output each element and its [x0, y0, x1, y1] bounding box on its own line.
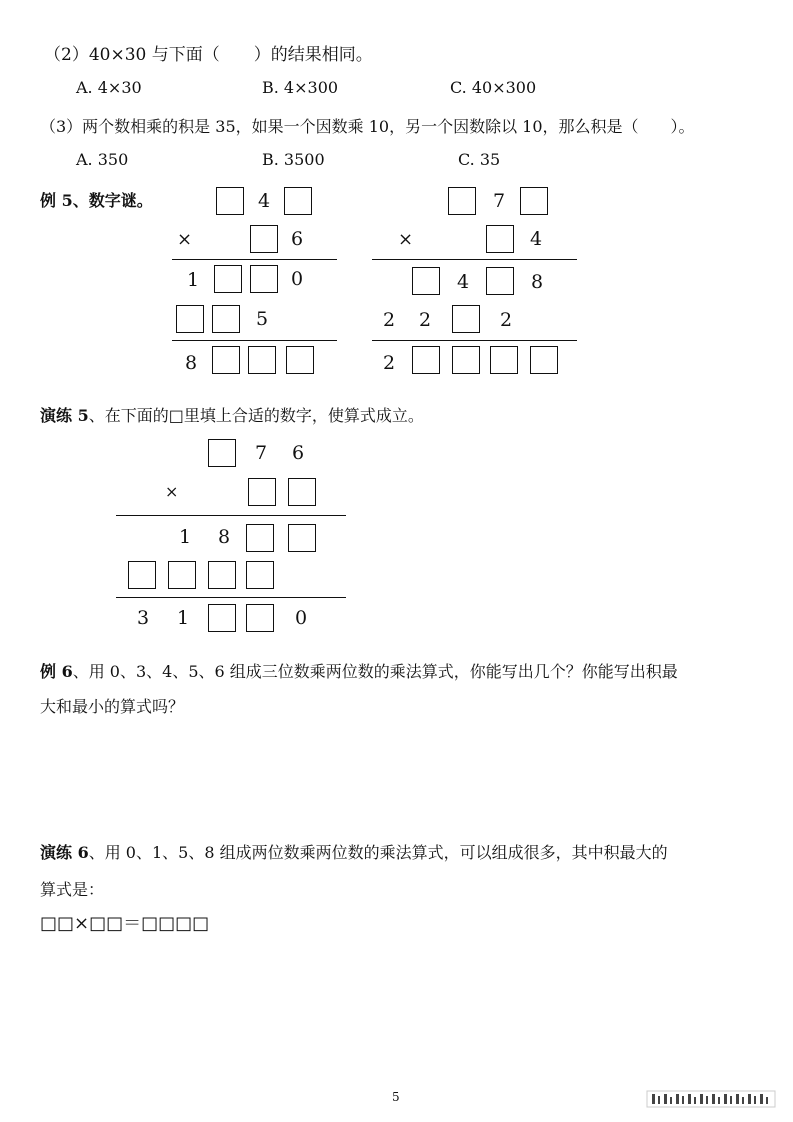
digit: 4 — [257, 190, 271, 212]
digit-box[interactable] — [248, 346, 276, 374]
digit-box[interactable] — [486, 225, 514, 253]
question-3-option-b: B. 3500 — [262, 150, 325, 169]
digit-box[interactable] — [168, 561, 196, 589]
digit: 7 — [254, 442, 268, 464]
drill-6-line-1 — [40, 840, 668, 863]
question-3-stem: （3）两个数相乘的积是 35，如果一个因数乘 10，另一个因数除以 10，那么积是（ ）。 — [40, 117, 695, 136]
digit-box[interactable] — [530, 346, 558, 374]
example-6-label: 例 6 — [40, 662, 73, 681]
question-2-option-b: B. 4×300 — [262, 78, 339, 97]
digit: 2 — [382, 352, 396, 374]
digit-box[interactable] — [208, 439, 236, 467]
digit: 1 — [186, 269, 200, 291]
digit-box[interactable] — [452, 346, 480, 374]
digit-box[interactable] — [286, 346, 314, 374]
digit-box[interactable] — [412, 346, 440, 374]
drill-6-answer-formula[interactable]: □□×□□＝□□□□ — [40, 913, 210, 934]
digit: 2 — [382, 309, 396, 331]
digit-box[interactable] — [208, 604, 236, 632]
digit: 1 — [176, 607, 190, 629]
digit: 8 — [530, 271, 544, 293]
digit-box[interactable] — [246, 524, 274, 552]
digit: 5 — [255, 308, 269, 330]
question-3-option-c: C. 35 — [458, 150, 501, 169]
example-5-label: 例 5、数字谜。 — [40, 191, 153, 210]
digit-box[interactable] — [490, 346, 518, 374]
digit-box[interactable] — [246, 561, 274, 589]
question-3-option-a: A. 350 — [76, 150, 129, 169]
digit: 0 — [290, 268, 304, 290]
digit: 1 — [178, 526, 192, 548]
multiply-sign: × — [165, 482, 179, 501]
sum-rule — [172, 340, 337, 341]
digit-box[interactable] — [448, 187, 476, 215]
example-6-line-2: 大和最小的算式吗？ — [40, 697, 185, 716]
drill-5-text: 、在下面的□里填上合适的数字，使算式成立。 — [88, 406, 424, 425]
question-2-option-a: A. 4×30 — [76, 78, 142, 97]
digit: 6 — [290, 228, 304, 250]
digit: 8 — [217, 526, 231, 548]
digit-box[interactable] — [246, 604, 274, 632]
digit-box[interactable] — [208, 561, 236, 589]
digit-box[interactable] — [288, 478, 316, 506]
drill-6-label: 演练 6 — [40, 843, 89, 862]
digit-box[interactable] — [128, 561, 156, 589]
question-2-stem: （2）40×30 与下面（ ）的结果相同。 — [44, 45, 373, 65]
digit-box[interactable] — [412, 267, 440, 295]
digit: 3 — [136, 607, 150, 629]
digit-box[interactable] — [176, 305, 204, 333]
product-rule — [172, 259, 337, 260]
digit-box[interactable] — [284, 187, 312, 215]
digit: 0 — [294, 607, 308, 629]
digit-box[interactable] — [248, 478, 276, 506]
digit-box[interactable] — [212, 346, 240, 374]
drill-5-prompt — [40, 403, 424, 426]
digit-box[interactable] — [452, 305, 480, 333]
digit: 4 — [529, 228, 543, 250]
example-6-line-1 — [40, 659, 678, 682]
digit-box[interactable] — [520, 187, 548, 215]
drill-6-text: 、用 0、1、5、8 组成两位数乘两位数的乘法算式，可以组成很多，其中积最大的 — [88, 843, 668, 862]
digit: 2 — [499, 309, 513, 331]
digit: 6 — [291, 442, 305, 464]
digit-box[interactable] — [250, 265, 278, 293]
digit: 7 — [492, 190, 506, 212]
example-6-text: 、用 0、3、4、5、6 组成三位数乘两位数的乘法算式，你能写出几个？你能写出积最 — [72, 662, 678, 681]
digit: 2 — [418, 309, 432, 331]
multiply-sign: × — [398, 229, 414, 250]
drill-5-label: 演练 5 — [40, 406, 89, 425]
sum-rule — [372, 340, 577, 341]
question-2-option-c: C. 40×300 — [450, 78, 537, 97]
product-rule — [372, 259, 577, 260]
digit-box[interactable] — [250, 225, 278, 253]
drill-6-line-2: 算式是： — [40, 880, 105, 899]
digit-box[interactable] — [486, 267, 514, 295]
corner-watermark — [646, 1090, 776, 1108]
sum-rule — [116, 597, 346, 598]
multiply-sign: × — [177, 229, 193, 250]
page-number: 5 — [392, 1090, 400, 1104]
digit: 4 — [456, 271, 470, 293]
digit-box[interactable] — [288, 524, 316, 552]
digit: 8 — [184, 352, 198, 374]
digit-box[interactable] — [214, 265, 242, 293]
digit-box[interactable] — [212, 305, 240, 333]
product-rule — [116, 515, 346, 516]
digit-box[interactable] — [216, 187, 244, 215]
